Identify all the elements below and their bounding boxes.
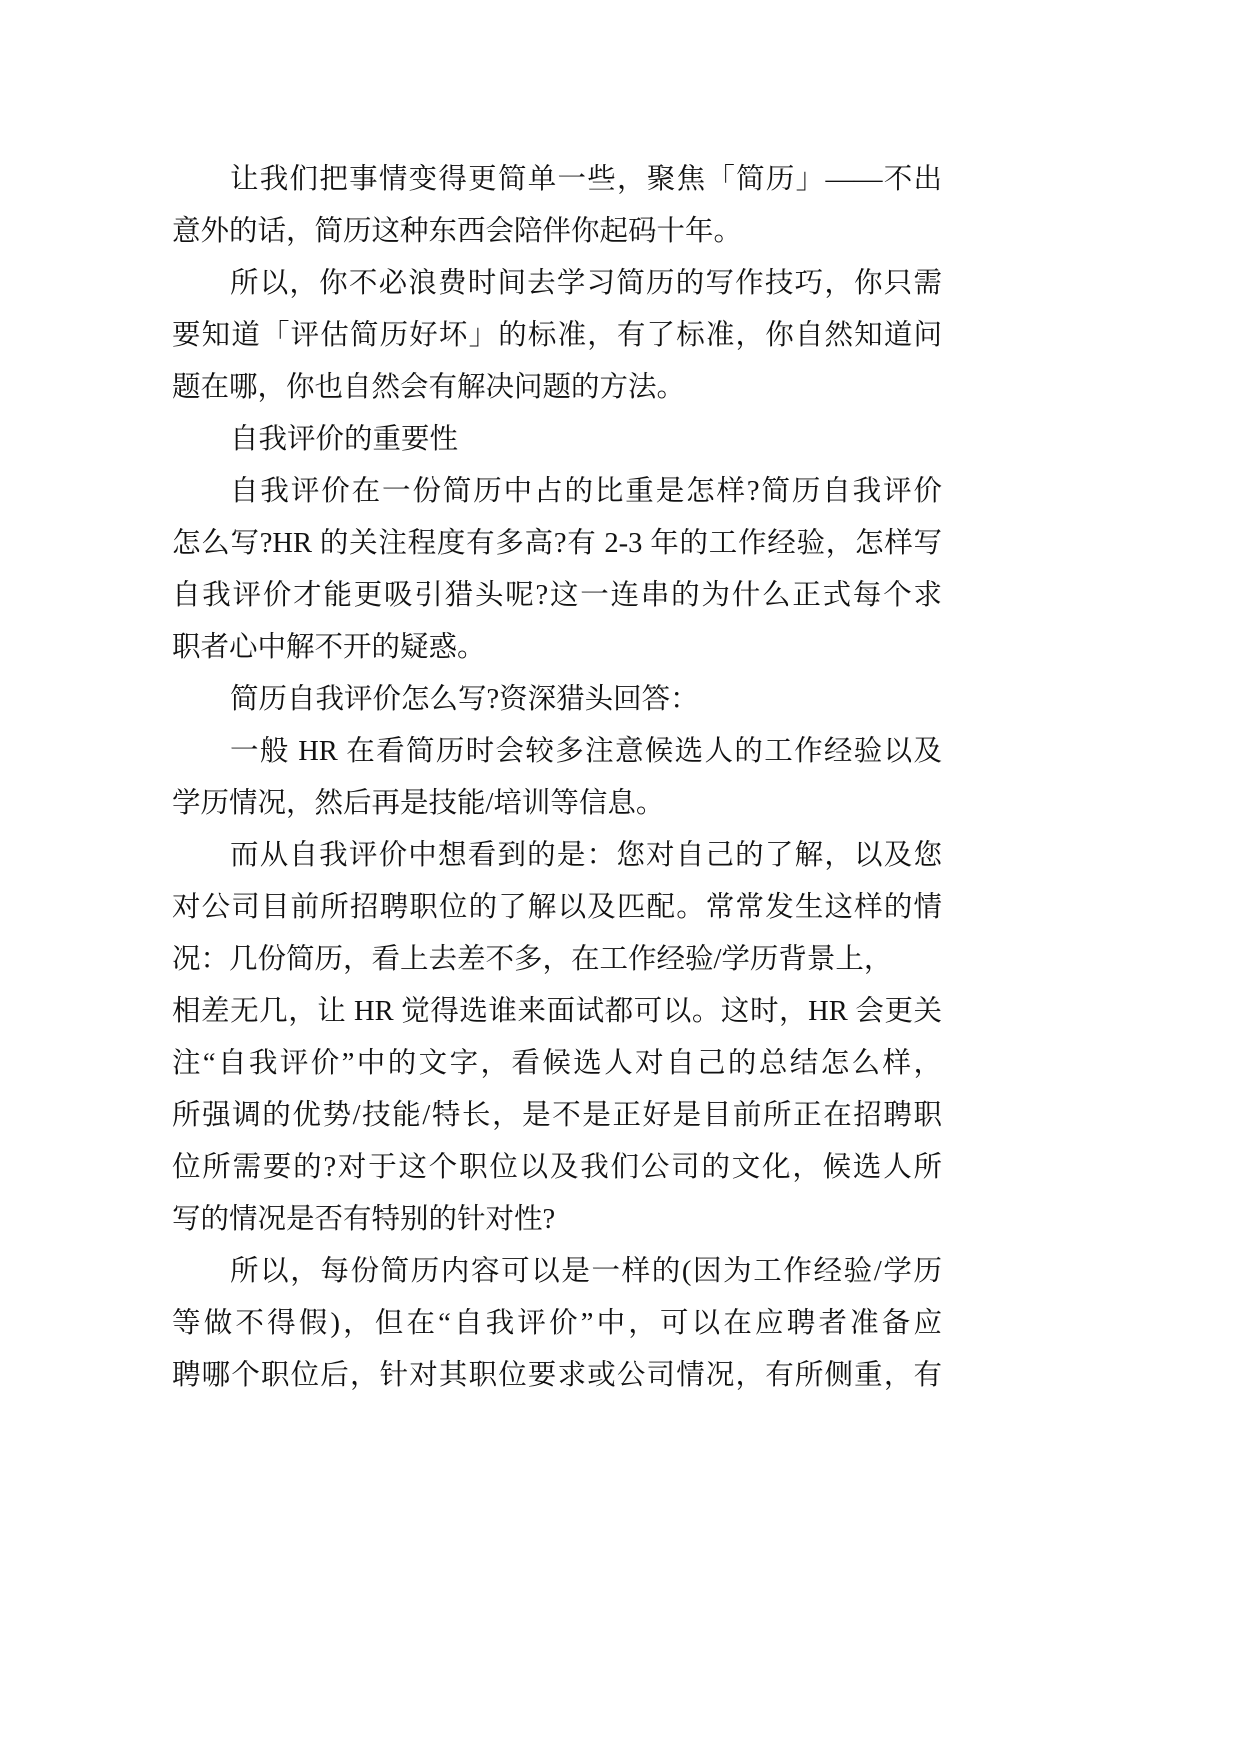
text-line: 注“自我评价”中的文字，看候选人对自己的总结怎么样， xyxy=(172,1048,942,1079)
text-line: 学历情况，然后再是技能/培训等信息。 xyxy=(172,788,665,819)
text-line: 一般 HR 在看简历时会较多注意候选人的工作经验以及 xyxy=(230,736,942,767)
text-line: 写的情况是否有特别的针对性? xyxy=(172,1204,556,1235)
text-line: 简历自我评价怎么写?资深猎头回答： xyxy=(230,684,699,715)
paragraph xyxy=(172,466,942,674)
paragraph xyxy=(172,1246,942,1402)
text-line: 聘哪个职位后，针对其职位要求或公司情况，有所侧重，有 xyxy=(172,1360,942,1391)
text-line: 让我们把事情变得更简单一些，聚焦「简历」——不出 xyxy=(230,164,942,195)
text-line: 对公司目前所招聘职位的了解以及匹配。常常发生这样的情 xyxy=(172,892,942,923)
text-line: 自我评价才能更吸引猎头呢?这一连串的为什么正式每个求 xyxy=(172,580,942,611)
section-heading xyxy=(172,414,942,466)
paragraph xyxy=(172,154,942,258)
text-line: 意外的话，简历这种东西会陪伴你起码十年。 xyxy=(172,216,743,247)
paragraph xyxy=(172,830,942,1246)
document-body xyxy=(172,154,942,1402)
text-line: 所以，你不必浪费时间去学习简历的写作技巧，你只需 xyxy=(230,268,942,299)
text-line: 相差无几，让 HR 觉得选谁来面试都可以。这时，HR 会更关 xyxy=(172,996,942,1027)
text-line: 而从自我评价中想看到的是：您对自己的了解，以及您 xyxy=(230,840,942,871)
paragraph xyxy=(172,674,942,726)
text-line: 怎么写?HR 的关注程度有多高?有 2-3 年的工作经验，怎样写 xyxy=(172,528,942,559)
text-line: 位所需要的?对于这个职位以及我们公司的文化，候选人所 xyxy=(172,1152,942,1183)
paragraph xyxy=(172,726,942,830)
text-line: 要知道「评估简历好坏」的标准，有了标准，你自然知道问 xyxy=(172,320,942,351)
text-line: 况：几份简历，看上去差不多，在工作经验/学历背景上， xyxy=(172,944,893,975)
text-line: 职者心中解不开的疑惑。 xyxy=(172,632,486,663)
text-line: 题在哪，你也自然会有解决问题的方法。 xyxy=(172,372,686,403)
text-line: 所强调的优势/技能/特长，是不是正好是目前所正在招聘职 xyxy=(172,1100,942,1131)
text-line: 所以，每份简历内容可以是一样的(因为工作经验/学历 xyxy=(230,1256,942,1287)
paragraph xyxy=(172,258,942,414)
section-heading-text: 自我评价的重要性 xyxy=(230,424,459,455)
text-line: 自我评价在一份简历中占的比重是怎样?简历自我评价 xyxy=(230,476,942,507)
text-line: 等做不得假)，但在“自我评价”中，可以在应聘者准备应 xyxy=(172,1308,942,1339)
